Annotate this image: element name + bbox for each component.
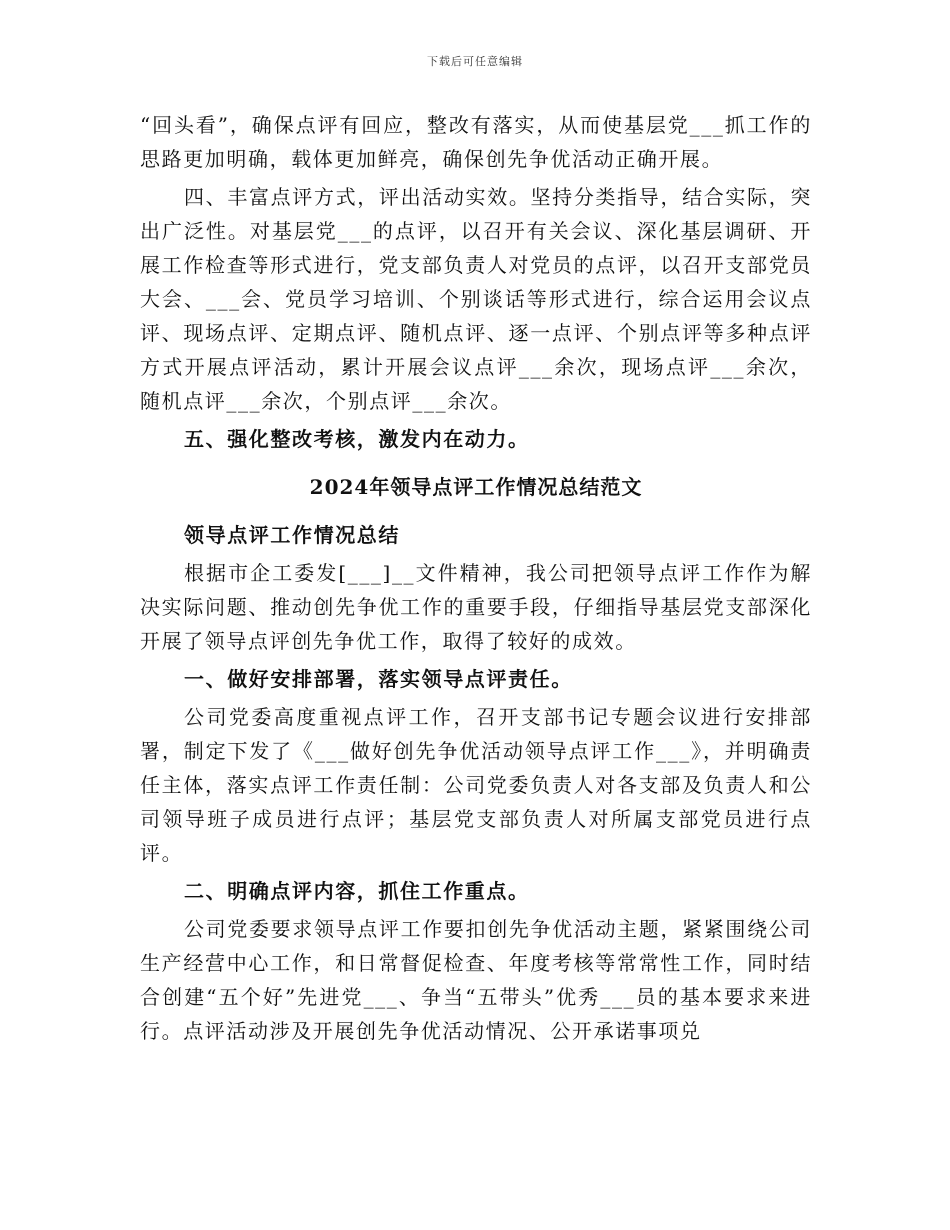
- paragraph-deployment: 公司党委高度重视点评工作，召开支部书记专题会议进行安排部署，制定下发了《___做好创先争优活动领导点评工作___》，并明确责任主体，落实点评工作责任制：公司党委负责人对各支部及负责人和公司领导班子成员进行点评；基层党支部负责人对所属支部党员进行点评。: [140, 705, 812, 865]
- paragraph-content: 公司党委要求领导点评工作要扣创先争优活动主题，紧紧围绕公司生产经营中心工作，和日常督促检查、年度考核等常常性工作，同时结合创建“五个好”先进党___、争当“五带头”优秀___员的基本要求来进行。点评活动涉及开展创先争优活动情况、公开承诺事项兑: [140, 917, 812, 1043]
- section-heading-five: 五、强化整改考核，激发内在动力。: [184, 427, 530, 451]
- section-heading-one: 一、做好安排部署，落实领导点评责任。: [184, 667, 573, 691]
- paragraph-review-methods: 四、丰富点评方式，评出活动实效。坚持分类指导，结合实际，突出广泛性。对基层党___的点评，以召开有关会议、深化基层调研、开展工作检查等形式进行，党支部负责人对党员的点评，以召开支部党员大会、___会、党员学习培训、个别谈话等形式进行，综合运用会议点评、现场点评、定期点评、随机点评、逐一点评、个别点评等多种点评方式开展点评活动，累计开展会议点评___余次，现场点评___余次，随机点评___余次，个别点评___余次。: [140, 185, 812, 413]
- page-header: 下载后可任意编辑: [427, 55, 523, 68]
- paragraph-intro: 根据市企工委发[___]__文件精神，我公司把领导点评工作作为解决实际问题、推动创先争优工作的重要手段，仔细指导基层党支部深化开展了领导点评创先争优工作，取得了较好的成效。: [140, 561, 812, 653]
- subtitle: 领导点评工作情况总结: [184, 523, 400, 547]
- document-body: [140, 108, 812, 1052]
- section-heading-two: 二、明确点评内容，抓住工作重点。: [184, 879, 530, 903]
- paragraph-continuation: “回头看”，确保点评有回应，整改有落实，从而使基层党___抓工作的思路更加明确，载体更加鲜亮，确保创先争优活动正确开展。: [140, 113, 812, 171]
- document-title: 2024年领导点评工作情况总结范文: [309, 475, 643, 499]
